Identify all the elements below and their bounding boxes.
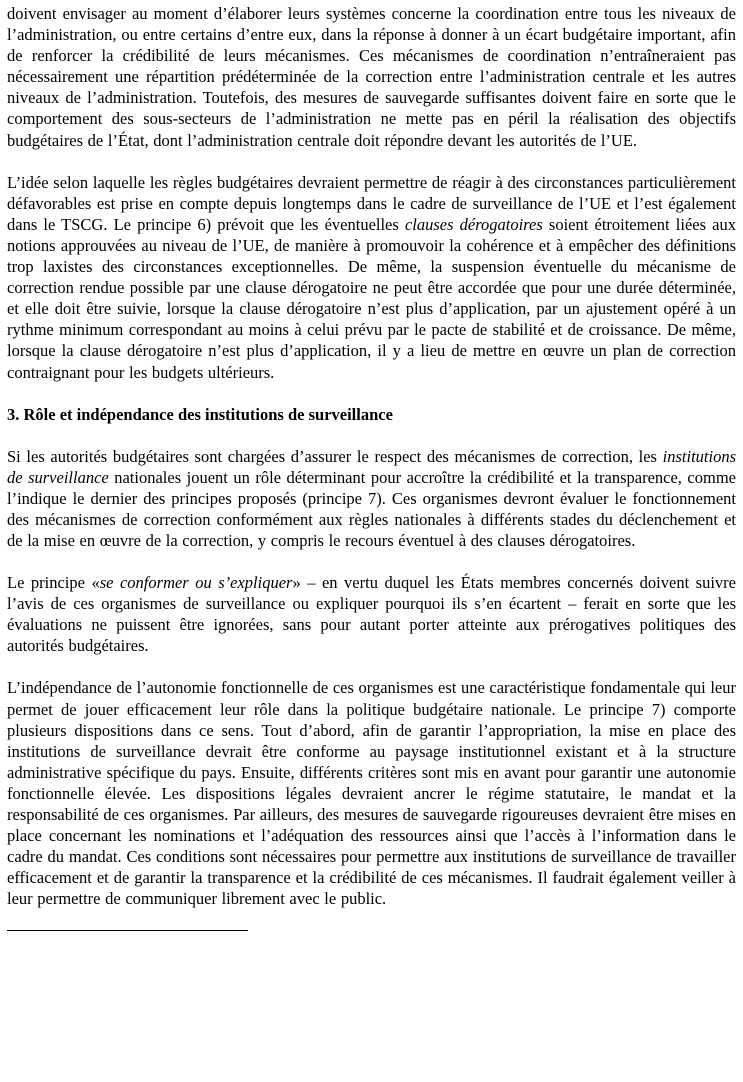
text-run: se conformer ou s’expliquer xyxy=(99,573,293,593)
text-run: » – en vertu duquel les États membres concernés doivent suivre l’avis de ces organismes de surveillance ou expliquer pourquoi ils s’en écartent – ferait en sorte que les évaluations ne puissent être ignorées, sans pour autant porter atteinte aux prérogatives politiques des autorités budgétaires. xyxy=(7,573,736,656)
footnote-separator-rule xyxy=(7,930,248,931)
text-run: Le principe « xyxy=(7,573,100,593)
text-run: doivent envisager au moment d’élaborer leurs systèmes concerne la coordination entre tous les niveaux de l’administration, ou entre certains d’entre eux, dans la réponse à donner à un écart budgétaire important, afin de renforcer la crédibilité de leurs mécanismes. Ces mécanismes de coordination n’entraîneraient pas nécessairement une répartition prédéterminée de la correction entre l’administration centrale et les autres niveaux de l’administration. Toutefois, des mesures de sauvegarde suffisantes doivent faire en sorte que le comportement des sous-secteurs de l’administration ne mette pas en péril la réalisation des objectifs budgétaires de l’État, dont l’administration centrale doit répondre devant les autorités de l’UE. xyxy=(7,4,736,150)
paragraph-comply-or-explain xyxy=(7,572,736,656)
text-run: L’idée selon laquelle les règles budgétaires devraient permettre de réagir à des circonstances particulièrement défavorables est prise en compte depuis longtemps dans le cadre de surveillance de l’UE et l’est également dans le TSCG. Le principe 6) prévoit que les éventuelles xyxy=(7,172,736,234)
text-run: institutions de surveillance xyxy=(7,446,736,487)
text-run: 3. Rôle et indépendance des institutions de surveillance xyxy=(7,404,393,424)
section-heading-role-independance xyxy=(7,404,736,425)
paragraph-functional-independence xyxy=(7,677,736,909)
text-run: Si les autorités budgétaires sont chargées d’assurer le respect des mécanismes de correction, les xyxy=(7,446,663,466)
text-run: soient étroitement liées aux notions approuvées au niveau de l’UE, de manière à promouvoir la cohérence et à empêcher des définitions trop laxistes des circonstances exceptionnelles. De même, la suspension éventuelle du mécanisme de correction rendue possible par une clause dérogatoire ne peut être accordée que pour une durée déterminée, et elle doit être suivie, lorsque la clause dérogatoire n’est plus d’application, par un ajustement opéré à un rythme minimum correspondant au moins à celui prévu par le pacte de stabilité et de croissance. De même, lorsque la clause dérogatoire n’est plus d’application, il y a lieu de mettre en œuvre un plan de correction contraignant pour les budgets ultérieurs. xyxy=(7,214,736,382)
paragraph-surveillance-institutions xyxy=(7,446,736,551)
text-run: clauses dérogatoires xyxy=(404,214,543,234)
text-run: L’indépendance de l’autonomie fonctionnelle de ces organismes est une caractéristique fondamentale qui leur permet de jouer efficacement leur rôle dans la politique budgétaire nationale. Le principe 7) comporte plusieurs dispositions dans ce sens. Tout d’abord, afin de garantir l’appropriation, la mise en place des institutions de surveillance devrait être conforme au paysage institutionnel existant et à la structure administrative spécifique du pays. Ensuite, différents critères sont mis en avant pour garantir une autonomie fonctionnelle élevée. Les dispositions légales devraient ancrer le régime statutaire, le mandat et la responsabilité de ces organismes. Par ailleurs, des mesures de sauvegarde rigoureuses devraient être mises en place concernant les nominations et l’adéquation des ressources ainsi que l’accès à l’information dans le cadre du mandat. Ces conditions sont nécessaires pour permettre aux institutions de surveillance de travailler efficacement et de garantir la transparence et la crédibilité de ces mécanismes. Il faudrait également veiller à leur permettre de communiquer librement avec le public. xyxy=(7,678,736,909)
text-run: nationales jouent un rôle déterminant pour accroître la crédibilité et la transparence, comme l’indique le dernier des principes proposés (principe 7). Ces organismes devront évaluer le fonctionnement des mécanismes de correction conformément aux règles nationales à différents stades du déclenchement et de la mise en œuvre de la correction, y compris le recours éventuel à des clauses dérogatoires. xyxy=(7,467,736,550)
paragraph-coordination xyxy=(7,3,736,151)
paragraph-derogation-clauses xyxy=(7,172,736,383)
